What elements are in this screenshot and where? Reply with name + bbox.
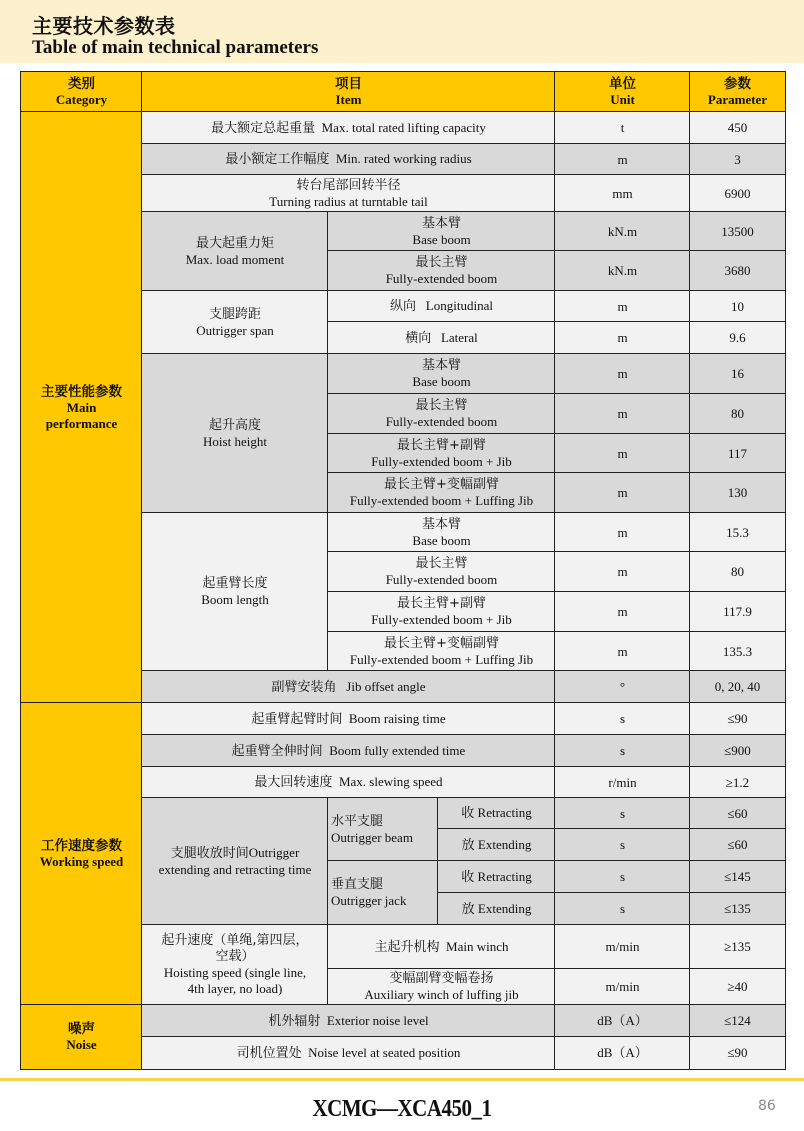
- item-jib-offset: [141, 670, 556, 704]
- item-cn: 司机位置处: [236, 1045, 302, 1061]
- value-beam-extending: ≤60: [689, 828, 786, 862]
- item-cn: 转台尾部回转半径: [296, 177, 401, 193]
- item-cn: 支腿收放时间: [170, 846, 249, 861]
- header-parameter: [689, 71, 786, 113]
- value-hoist-base: 16: [689, 353, 786, 395]
- item-cn: 最大额定总起重量: [211, 120, 316, 136]
- unit-noise-seated: dB（A）: [554, 1036, 691, 1070]
- item-en: Outrigger span: [196, 322, 274, 338]
- sub-cn: 最长主臂+变幅副臂: [384, 635, 499, 651]
- category-main-cn: 主要性能参数: [41, 383, 122, 400]
- item-en: Noise level at seated position: [308, 1044, 461, 1060]
- item-en: Exterior noise level: [326, 1012, 429, 1028]
- category-main-en2: performance: [45, 415, 118, 431]
- sub-en: Main winch: [446, 938, 509, 954]
- unit-hoist-base: m: [554, 353, 691, 395]
- value-max-capacity: 450: [689, 111, 786, 145]
- item-hoist-height: [141, 353, 329, 514]
- item-cn: 起重臂起臂时间: [251, 711, 343, 727]
- footer-model: XCMG—XCA450_1: [312, 1094, 492, 1122]
- sub-cn: 最长主臂+副臂: [397, 596, 486, 611]
- value-hoist-luffing: 130: [689, 472, 786, 514]
- footer-divider: [0, 1078, 804, 1081]
- header-parameter-en: Parameter: [707, 92, 768, 107]
- unit-boom-raising: s: [554, 702, 691, 736]
- value-outrigger-lateral: 9.6: [689, 321, 786, 355]
- sub-en: Fully-extended boom: [385, 572, 498, 587]
- item-en2: 4th layer, no load): [187, 981, 283, 996]
- unit-tail-radius: mm: [554, 174, 691, 213]
- sub-outrigger-jack: [327, 860, 439, 926]
- unit-jack-retracting: s: [554, 860, 691, 894]
- sub-outrigger-lateral: [327, 321, 556, 355]
- item-en: Boom raising time: [348, 710, 446, 726]
- category-speed-cn: 工作速度参数: [41, 838, 122, 854]
- unit-max-capacity: t: [554, 111, 691, 145]
- item-cn1: 起升速度（单绳,第四层，: [161, 933, 309, 948]
- value-jack-retracting: ≤145: [689, 860, 786, 894]
- sub-en: Fully-extended boom + Jib: [371, 453, 512, 469]
- page-title-en: Table of main technical parameters: [32, 37, 319, 58]
- header-unit-en: Unit: [610, 92, 635, 107]
- sub-en: Extending: [477, 836, 532, 852]
- unit-boom-jib: m: [554, 591, 691, 633]
- sub-en: Extending: [477, 900, 532, 916]
- value-main-winch: ≥135: [689, 924, 786, 970]
- unit-load-moment-full: kN.m: [554, 250, 691, 292]
- item-en: Min. rated working radius: [335, 151, 472, 166]
- item-cn: 支腿跨距: [208, 306, 261, 322]
- sub-cn: 基本臂: [421, 215, 461, 231]
- item-tail-radius: [141, 174, 556, 213]
- value-outrigger-longitudinal: 10: [689, 290, 786, 323]
- sub-en: Fully-extended boom + Jib: [371, 612, 512, 627]
- item-cn: 最大回转速度: [254, 775, 333, 790]
- item-en: Hoist height: [203, 433, 267, 449]
- item-cn: 最大起重力矩: [195, 235, 274, 251]
- sub-cn: 最长主臂+变幅副臂: [384, 477, 499, 492]
- value-min-radius: 3: [689, 143, 786, 176]
- sub-boom-jib: [327, 591, 556, 633]
- sub-cn: 收: [461, 869, 475, 885]
- sub-outrigger-longitudinal: [327, 290, 556, 323]
- category-working-speed: [20, 702, 143, 1006]
- value-slewing: ≥1.2: [689, 766, 786, 799]
- category-main-performance: [20, 111, 143, 704]
- value-jib-offset: 0, 20, 40: [689, 670, 786, 704]
- page-title-cn: 主要技术参数表: [32, 14, 176, 38]
- sub-en: Fully-extended boom: [385, 271, 498, 286]
- unit-outrigger-lateral: m: [554, 321, 691, 355]
- header-category-en: Category: [55, 92, 108, 107]
- sub-en: Fully-extended boom + Luffing Jib: [349, 493, 534, 508]
- sub-cn: 最长主臂: [415, 398, 468, 413]
- value-boom-jib: 117.9: [689, 591, 786, 633]
- item-en: Boom fully extended time: [329, 742, 466, 758]
- category-noise: [20, 1004, 143, 1070]
- unit-jib-offset: °: [554, 670, 691, 704]
- item-load-moment: [141, 211, 329, 292]
- value-boom-full: 80: [689, 551, 786, 593]
- unit-hoist-luffing: m: [554, 472, 691, 514]
- item-slewing: [141, 766, 556, 799]
- sub-en: Outrigger beam: [331, 829, 413, 845]
- sub-cn: 收: [461, 806, 475, 821]
- item-boom-extend: [141, 734, 556, 768]
- sub-cn: 最长主臂+副臂: [397, 437, 486, 453]
- item-outrigger-time: [141, 797, 329, 926]
- sub-cn: 主起升机构: [374, 939, 440, 955]
- item-noise-exterior: [141, 1004, 556, 1038]
- sub-cn: 纵向: [390, 299, 417, 314]
- item-en: Max. slewing speed: [338, 774, 443, 789]
- sub-hoist-jib: [327, 433, 556, 474]
- sub-beam-retracting: [437, 797, 556, 830]
- page-number: 86: [758, 1098, 776, 1114]
- value-load-moment-base: 13500: [689, 211, 786, 252]
- sub-boom-luffing: [327, 631, 556, 672]
- unit-load-moment-base: kN.m: [554, 211, 691, 252]
- unit-aux-winch: m/min: [554, 968, 691, 1006]
- item-boom-length: [141, 512, 329, 672]
- item-boom-raising: [141, 702, 556, 736]
- item-noise-seated: [141, 1036, 556, 1070]
- unit-beam-extending: s: [554, 828, 691, 862]
- unit-min-radius: m: [554, 143, 691, 176]
- value-hoist-jib: 117: [689, 433, 786, 474]
- item-en: Max. total rated lifting capacity: [321, 119, 486, 135]
- category-noise-en: Noise: [66, 1037, 97, 1052]
- item-cn: 起升高度: [208, 417, 261, 433]
- header-parameter-cn: 参数: [724, 76, 751, 92]
- unit-boom-extend: s: [554, 734, 691, 768]
- item-cn: 最小额定工作幅度: [225, 152, 330, 167]
- item-en: Jib offset angle: [346, 678, 426, 694]
- sub-boom-full: [327, 551, 556, 593]
- sub-en: Auxiliary winch of luffing jib: [364, 987, 519, 1002]
- sub-jack-extending: [437, 892, 556, 926]
- unit-jack-extending: s: [554, 892, 691, 926]
- unit-hoist-jib: m: [554, 433, 691, 474]
- header-item-en: Item: [335, 92, 362, 107]
- sub-jack-retracting: [437, 860, 556, 894]
- sub-load-moment-full: [327, 250, 556, 292]
- item-en: Turning radius at turntable tail: [269, 193, 428, 209]
- category-noise-cn: 噪声: [68, 1021, 95, 1037]
- value-noise-seated: ≤90: [689, 1036, 786, 1070]
- sub-en: Retracting: [477, 868, 532, 884]
- value-noise-exterior: ≤124: [689, 1004, 786, 1038]
- item-en-inline: Outrigger: [248, 845, 300, 860]
- item-en1: Hoisting speed (single line,: [163, 965, 307, 980]
- unit-noise-exterior: dB（A）: [554, 1004, 691, 1038]
- unit-beam-retracting: s: [554, 797, 691, 830]
- header-item: [141, 71, 556, 113]
- sub-en: Base boom: [412, 532, 471, 548]
- sub-cn: 最长主臂: [415, 556, 468, 571]
- category-main-en1: Main: [66, 399, 97, 415]
- unit-slewing: r/min: [554, 766, 691, 799]
- sub-en: Base boom: [412, 374, 471, 389]
- item-outrigger-span: [141, 290, 329, 355]
- sub-boom-base: [327, 512, 556, 553]
- sub-outrigger-beam: [327, 797, 439, 862]
- item-hoisting-speed: [141, 924, 329, 1006]
- value-hoist-full: 80: [689, 393, 786, 435]
- value-boom-base: 15.3: [689, 512, 786, 553]
- header-category-cn: 类别: [68, 76, 95, 92]
- title-band: [0, 0, 804, 63]
- sub-cn: 水平支腿: [331, 813, 384, 829]
- sub-en: Retracting: [477, 805, 532, 820]
- item-cn: 起重臂全伸时间: [231, 743, 323, 759]
- sub-en: Longitudinal: [425, 298, 493, 313]
- sub-en: Outrigger jack: [331, 893, 407, 908]
- sub-cn: 基本臂: [421, 516, 461, 532]
- item-max-capacity: [141, 111, 556, 145]
- sub-cn: 基本臂: [421, 358, 461, 373]
- sub-en: Fully-extended boom: [385, 414, 498, 429]
- value-tail-radius: 6900: [689, 174, 786, 213]
- sub-en: Base boom: [412, 231, 471, 247]
- unit-boom-base: m: [554, 512, 691, 553]
- unit-boom-luffing: m: [554, 631, 691, 672]
- category-speed-en: Working speed: [39, 854, 124, 869]
- sub-main-winch: [327, 924, 556, 970]
- sub-cn: 放: [461, 901, 475, 917]
- sub-en: Fully-extended boom + Luffing Jib: [349, 651, 534, 667]
- sub-cn: 变幅副臂变幅卷扬: [389, 971, 494, 986]
- value-boom-raising: ≤90: [689, 702, 786, 736]
- sub-load-moment-base: [327, 211, 556, 252]
- sub-cn: 垂直支腿: [331, 877, 384, 892]
- sub-en: Lateral: [440, 329, 478, 345]
- sub-hoist-base: [327, 353, 556, 395]
- header-category: [20, 71, 143, 113]
- item-cn: 机外辐射: [268, 1013, 321, 1029]
- value-boom-luffing: 135.3: [689, 631, 786, 672]
- header-unit: [554, 71, 691, 113]
- unit-main-winch: m/min: [554, 924, 691, 970]
- sub-cn: 最长主臂: [415, 255, 468, 270]
- sub-aux-winch: [327, 968, 556, 1006]
- sub-cn: 放: [461, 837, 475, 853]
- item-en: Max. load moment: [185, 251, 285, 267]
- sub-hoist-full: [327, 393, 556, 435]
- sub-beam-extending: [437, 828, 556, 862]
- value-jack-extending: ≤135: [689, 892, 786, 926]
- unit-boom-full: m: [554, 551, 691, 593]
- item-en2: extending and retracting time: [158, 862, 312, 877]
- header-unit-cn: 单位: [609, 76, 636, 92]
- value-load-moment-full: 3680: [689, 250, 786, 292]
- item-en: Boom length: [201, 592, 269, 607]
- value-aux-winch: ≥40: [689, 968, 786, 1006]
- item-cn: 起重臂长度: [202, 576, 268, 591]
- header-item-cn: 项目: [335, 76, 362, 92]
- sub-cn: 横向: [405, 330, 432, 346]
- item-cn: 副臂安装角: [271, 679, 337, 695]
- item-cn2: 空载）: [215, 949, 255, 964]
- unit-outrigger-longitudinal: m: [554, 290, 691, 323]
- sub-hoist-luffing: [327, 472, 556, 514]
- value-beam-retracting: ≤60: [689, 797, 786, 830]
- unit-hoist-full: m: [554, 393, 691, 435]
- value-boom-extend: ≤900: [689, 734, 786, 768]
- item-min-radius: [141, 143, 556, 176]
